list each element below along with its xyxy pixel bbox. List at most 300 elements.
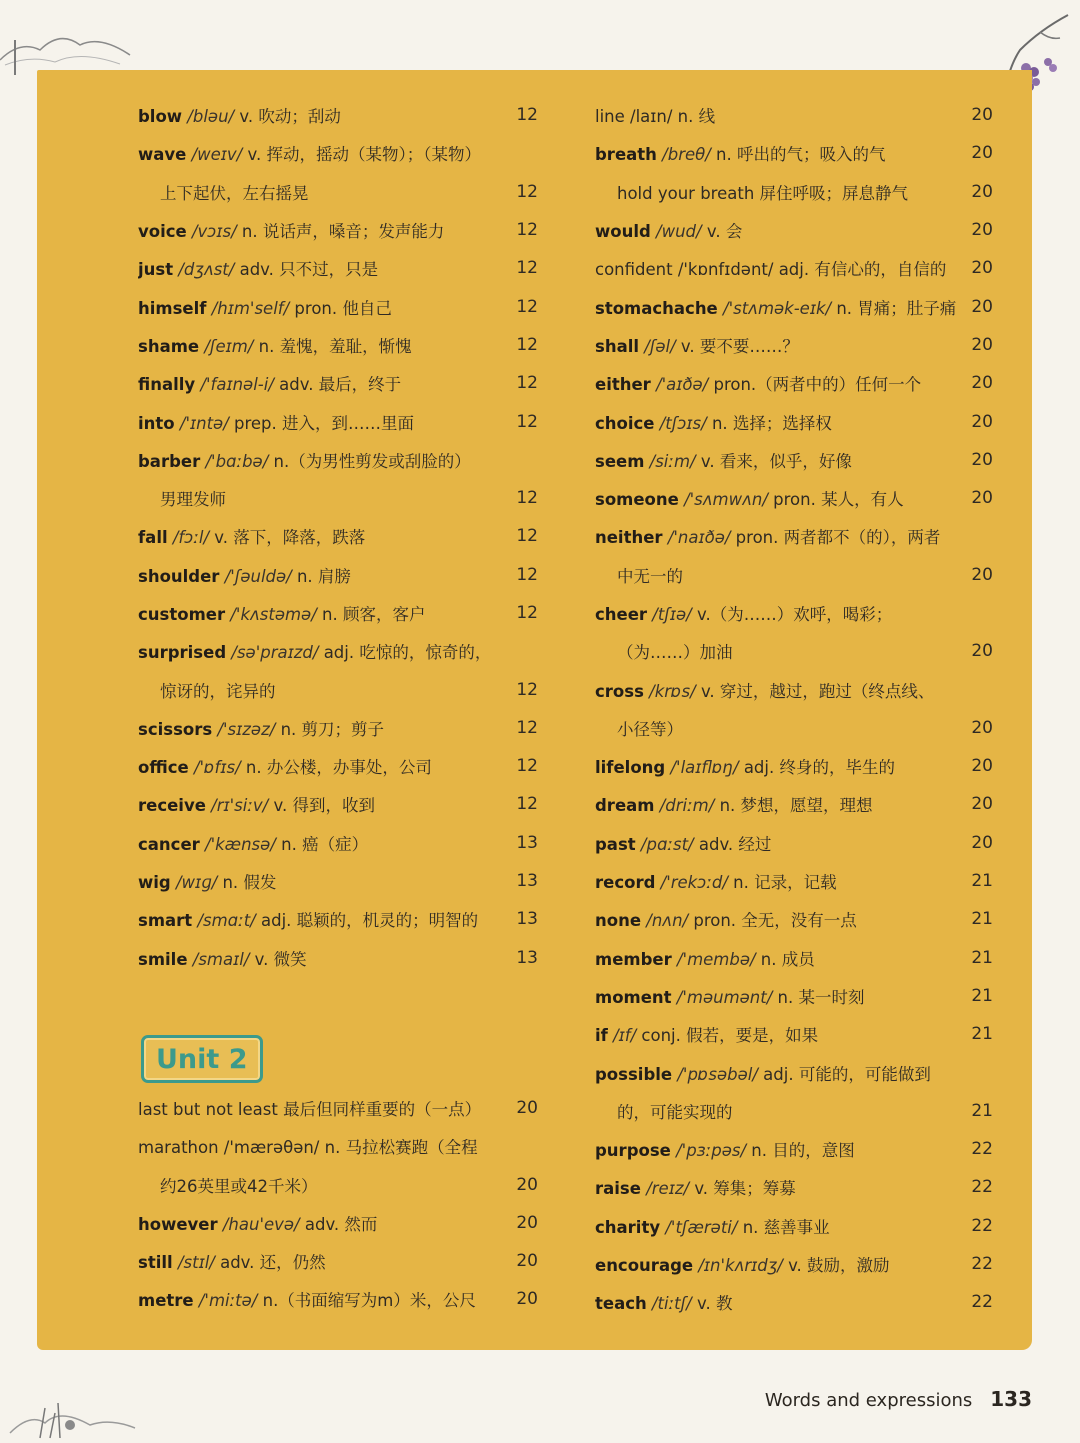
phonetic: /tʃɪə/: [652, 605, 692, 624]
definition: v. 教: [697, 1294, 733, 1314]
page-ref: 20: [971, 641, 993, 662]
phonetic: /'aɪðə/: [656, 375, 709, 395]
entry-text: [595, 984, 963, 1008]
entry-text: [595, 410, 963, 434]
vocab-entry: [595, 1283, 993, 1321]
vocab-entry: [595, 556, 993, 594]
headword: just: [138, 260, 174, 280]
phonetic: /siːm/: [649, 451, 696, 471]
definition: conj. 假若，要是，如果: [641, 1026, 819, 1046]
page-ref: 12: [516, 603, 538, 623]
headword: stomachache: [595, 298, 718, 318]
vocab-entry: [138, 747, 538, 785]
headword: raise: [595, 1179, 641, 1199]
entry-text: [595, 792, 963, 816]
page-ref: 20: [971, 756, 993, 777]
phonetic: /'naɪðə/: [667, 528, 731, 548]
definition: n. 胃痛；肚子痛: [836, 298, 957, 318]
definition: v. 挥动，摇动（某物）；（某物）: [247, 145, 481, 165]
definition: n. 呼出的气；吸入的气: [716, 145, 886, 165]
entry-text: [595, 256, 963, 280]
definition: n. 说话声，嗓音；发声能力: [241, 222, 445, 242]
definition: n. 顾客，客户: [322, 605, 426, 624]
phonetic: /smɑːt/: [197, 911, 256, 931]
page-ref: 13: [516, 832, 538, 853]
headword: would: [595, 222, 651, 242]
vocab-entry: [138, 517, 538, 555]
phonetic: /krɒs/: [649, 681, 696, 701]
page-ref: 21: [971, 871, 993, 892]
page-ref: 12: [516, 181, 538, 202]
phonetic: /rɪ'siːv/: [211, 796, 269, 816]
entry-text: 上下起伏，左右摇晃: [160, 183, 309, 203]
vocab-entry: [595, 249, 993, 287]
phonetic: /'laɪflɒŋ/: [670, 758, 739, 778]
phonetic: /reɪz/: [646, 1179, 690, 1199]
page-ref: 20: [971, 449, 993, 470]
headword: metre: [138, 1291, 194, 1311]
definition: n. 肩膀: [296, 566, 351, 586]
left-column: [138, 96, 538, 1319]
vocab-entry: [595, 824, 993, 862]
phonetic: /stɪl/: [177, 1253, 215, 1273]
headword: someone: [595, 490, 679, 510]
vocab-entry: [138, 939, 538, 977]
entry-text: [138, 639, 504, 663]
phonetic: /hau'evə/: [222, 1214, 300, 1234]
entry-text: [595, 333, 963, 357]
vocab-entry: [138, 402, 538, 440]
entry-text: [138, 754, 504, 778]
vocab-entry: [595, 1245, 993, 1283]
entry-text: [595, 1252, 963, 1276]
vocab-entry: [595, 1168, 993, 1206]
page-footer: [765, 1387, 1032, 1411]
phonetic: /smaɪl/: [192, 949, 250, 969]
definition: v. 会: [706, 222, 743, 242]
headword: wig: [138, 873, 171, 893]
headword: shoulder: [138, 566, 220, 586]
entry-text: [138, 218, 504, 242]
headword: teach: [595, 1294, 647, 1314]
entry-text: [138, 563, 504, 587]
phonetic: /sə'praɪzd/: [231, 643, 319, 663]
phonetic: /'ɒfɪs/: [193, 758, 241, 778]
phonetic: /'miːtə/: [198, 1291, 258, 1311]
page-ref: 20: [971, 488, 993, 509]
page-ref: 12: [516, 373, 538, 394]
entry-text: [595, 1175, 963, 1199]
page-ref: 21: [971, 985, 993, 1006]
entry-text: [595, 295, 963, 319]
footer-title: Words and expressions: [764, 1390, 973, 1411]
headword: voice: [138, 222, 187, 242]
definition: n. 记录，记载: [733, 873, 837, 893]
headword: seem: [595, 451, 645, 471]
phonetic: /wɪɡ/: [175, 873, 218, 893]
headword: still: [138, 1253, 173, 1273]
page-ref: 20: [971, 334, 993, 355]
right-column: [595, 96, 993, 1322]
phonetic: /pɑːst/: [640, 834, 694, 854]
definition: n. 剪刀；剪子: [280, 719, 385, 739]
page-number: 133: [990, 1387, 1032, 1411]
entry-text: [138, 1096, 504, 1120]
vocab-entry: [595, 1092, 993, 1130]
headword: if: [595, 1026, 608, 1046]
definition: adj. 聪颖的，机灵的；明智的: [260, 911, 479, 931]
vocab-entry: [138, 1127, 538, 1165]
entry-text: [138, 1249, 504, 1273]
headword: moment: [595, 987, 672, 1007]
entry-text: [595, 907, 963, 931]
headword: neither: [595, 528, 663, 548]
entry-text: [595, 601, 963, 625]
definition: confident /'kɒnfɪdənt/ adj. 有信心的，自信的: [595, 260, 947, 280]
vocab-entry: [595, 785, 993, 823]
vocab-entry: [595, 747, 993, 785]
definition: n. 慈善事业: [742, 1217, 830, 1237]
entry-text: [138, 333, 504, 357]
phonetic: /'membə/: [676, 949, 756, 969]
entry-text: [595, 371, 963, 395]
vocab-entry: [595, 326, 993, 364]
vocab-entry: [138, 862, 538, 900]
phonetic: /weɪv/: [191, 145, 243, 165]
phonetic: /'sɪzəz/: [217, 719, 276, 739]
phonetic: /ɪf/: [613, 1026, 637, 1046]
definition: pron.（两者中的）任何一个: [713, 375, 922, 395]
headword: finally: [138, 375, 196, 395]
page-ref: 12: [516, 756, 538, 777]
page-ref: 22: [971, 1254, 993, 1275]
definition: v. 穿过，越过，跑过（终点线、: [700, 681, 935, 701]
phonetic: /ɪn'kʌrɪdʒ/: [698, 1256, 783, 1276]
headword: encourage: [595, 1256, 694, 1276]
page-ref: 12: [516, 411, 538, 432]
vocab-entry: [595, 709, 993, 747]
definition: n. 选择；选择权: [711, 413, 832, 433]
vocab-entry: [595, 1207, 993, 1245]
page-ref: 20: [971, 143, 993, 164]
page-ref: 20: [971, 296, 993, 317]
phonetic: /'kænsə/: [205, 834, 276, 854]
headword: none: [595, 911, 642, 931]
vocab-entry: [138, 211, 538, 249]
vocab-entry: [595, 134, 993, 172]
vocab-entry: [138, 134, 538, 172]
definition: adv. 还，仍然: [220, 1253, 326, 1273]
definition: pron. 某人，有人: [773, 490, 904, 510]
headword: receive: [138, 796, 206, 816]
page-ref: 13: [516, 871, 538, 892]
page-ref: 12: [516, 220, 538, 241]
entry-text: [138, 448, 504, 472]
headword: blow: [138, 107, 183, 127]
definition: pron. 全无，没有一点: [693, 911, 857, 931]
vocab-entry: [595, 977, 993, 1015]
entry-text: [138, 601, 504, 625]
vocab-entry: [138, 249, 538, 287]
page-ref: 20: [516, 1174, 538, 1195]
definition: n. 成员: [760, 949, 815, 969]
phonetic: /'tʃærəti/: [665, 1217, 738, 1237]
page-ref: 21: [971, 1024, 993, 1045]
page-ref: 20: [516, 1251, 538, 1272]
entry-text: 男理发师: [160, 490, 226, 510]
entry-text: [595, 524, 963, 548]
phonetic: /'faɪnəl-i/: [200, 375, 274, 395]
vocab-entry: [138, 709, 538, 747]
page-ref: 22: [971, 1215, 993, 1236]
vocab-entry: [595, 402, 993, 440]
entry-text: [595, 678, 963, 702]
entry-text: [595, 1061, 963, 1085]
entry-text: [138, 792, 504, 816]
definition: v. 落下，降落，跌落: [214, 528, 366, 548]
entry-text: [595, 1022, 963, 1046]
vocab-entry: [138, 1089, 538, 1127]
entry-text: [595, 946, 963, 970]
page-ref: 12: [516, 488, 538, 509]
entry-text: [138, 831, 504, 855]
vocab-entry: [138, 670, 538, 708]
phonetic: /fɔːl/: [172, 528, 210, 548]
entry-text: [138, 1134, 504, 1158]
phonetic: /hɪm'self/: [211, 298, 290, 318]
headword: surprised: [138, 643, 227, 663]
vocab-entry: [138, 1280, 538, 1318]
unit-heading: Unit 2: [141, 1035, 263, 1083]
vocab-entry: [595, 96, 993, 134]
vocab-entry: [595, 211, 993, 249]
entry-text: [595, 869, 963, 893]
page-ref: 21: [971, 947, 993, 968]
headword: fall: [138, 528, 168, 548]
definition: v. 吹动；刮动: [239, 107, 341, 127]
headword: customer: [138, 605, 226, 624]
entry-text: [595, 218, 963, 242]
headword: cross: [595, 681, 644, 701]
headword: possible: [595, 1064, 673, 1084]
entry-text: [138, 1211, 504, 1235]
phonetic: /bləu/: [187, 107, 235, 127]
vocab-entry: [138, 96, 538, 134]
headword: cancer: [138, 834, 200, 854]
page-ref: 12: [516, 258, 538, 279]
definition: n. 目的，意图: [751, 1141, 855, 1161]
entry-text: [595, 103, 963, 127]
vocab-entry: [595, 1130, 993, 1168]
page-ref: 20: [971, 181, 993, 202]
definition: v. 看来，似乎，好像: [700, 451, 852, 471]
page-ref: 12: [516, 794, 538, 815]
entry-text: [138, 1287, 504, 1311]
entry-text: 小径等）: [617, 719, 683, 739]
vocab-entry: [138, 594, 538, 632]
entry-text: [138, 869, 504, 893]
entry-text: [595, 141, 963, 165]
entry-text: [595, 1137, 963, 1161]
page-ref: 20: [971, 373, 993, 394]
entry-text: [138, 141, 504, 165]
vocab-entry: [138, 1165, 538, 1203]
definition: n. 假发: [222, 873, 277, 893]
definition: n. 癌（症）: [281, 834, 369, 854]
page-ref: 20: [971, 564, 993, 585]
phonetic: /breθ/: [662, 145, 711, 165]
definition: n.（为男性剪发或刮脸的）: [273, 451, 471, 471]
page-ref: 21: [971, 1100, 993, 1121]
definition: adv. 只不过，只是: [239, 260, 379, 280]
definition: line /laɪn/ n. 线: [595, 107, 716, 127]
vocab-entry: [138, 287, 538, 325]
vocab-entry: [138, 1242, 538, 1280]
vocab-entry: [138, 1204, 538, 1242]
entry-text: [595, 448, 963, 472]
definition: adj. 终身的，毕生的: [743, 758, 895, 778]
headword: himself: [138, 298, 207, 318]
entry-text: [138, 524, 504, 548]
entry-text: [138, 103, 504, 127]
phonetic: /'pɒsəbəl/: [677, 1064, 758, 1084]
phonetic: /'məumənt/: [676, 987, 773, 1007]
definition: n. 羞愧，羞耻，惭愧: [258, 336, 412, 356]
section-gap: [138, 977, 538, 1035]
headword: lifelong: [595, 758, 666, 778]
page-ref: 12: [516, 526, 538, 547]
definition: v.（为……）欢呼，喝彩；: [696, 605, 893, 624]
entry-text: [595, 1214, 963, 1238]
headword: smile: [138, 949, 188, 969]
vocab-entry: [595, 441, 993, 479]
vocab-entry: [138, 785, 538, 823]
phonetic: /'ʃəuldə/: [224, 566, 292, 586]
vocab-entry: [138, 326, 538, 364]
page-ref: 12: [516, 564, 538, 585]
definition: v. 鼓励，激励: [788, 1256, 890, 1276]
vocab-entry: [595, 364, 993, 402]
definition: adj. 可能的，可能做到: [763, 1064, 931, 1084]
definition: n. 梦想，愿望，理想: [719, 796, 873, 816]
vocab-entry: [138, 632, 538, 670]
entry-text: [138, 256, 504, 280]
definition: adv. 经过: [698, 834, 772, 854]
vocab-entry: [595, 517, 993, 555]
phonetic: /tʃɔɪs/: [659, 413, 707, 433]
headword: wave: [138, 145, 187, 165]
definition: adv. 最后，终于: [279, 375, 402, 395]
entry-text: [138, 946, 504, 970]
page-ref: 20: [971, 220, 993, 241]
page-ref: 13: [516, 909, 538, 930]
page-ref: 21: [971, 909, 993, 930]
entry-text: [138, 410, 504, 434]
entry-text: 中无一的: [617, 566, 683, 586]
vocab-entry: [595, 900, 993, 938]
headword: smart: [138, 911, 193, 931]
vocab-entry: [595, 1053, 993, 1091]
vocab-entry: [595, 173, 993, 211]
definition: n. 某一时刻: [777, 987, 865, 1007]
page-ref: 20: [971, 832, 993, 853]
definition: pron. 两者都不（的），两者: [735, 528, 941, 548]
vocab-entry: [595, 594, 993, 632]
vocab-entry: [595, 862, 993, 900]
phonetic: /'ɪntə/: [179, 413, 229, 433]
page-ref: 20: [516, 1097, 538, 1118]
phonetic: /driːm/: [659, 796, 715, 816]
phonetic: /vɔɪs/: [191, 222, 237, 242]
headword: either: [595, 375, 651, 395]
headword: into: [138, 413, 175, 433]
headword: member: [595, 949, 672, 969]
headword: purpose: [595, 1141, 671, 1161]
phonetic: /'kʌstəmə/: [230, 605, 317, 624]
headword: charity: [595, 1217, 661, 1237]
entry-text: [138, 716, 504, 740]
definition: v. 要不要……？: [680, 336, 799, 356]
page-ref: 20: [516, 1212, 538, 1233]
definition: n.（书面缩写为m）米，公尺: [262, 1291, 476, 1311]
phonetic: /'sʌmwʌn/: [684, 490, 768, 510]
phonetic: /wud/: [656, 222, 702, 242]
phonetic: /'rekɔːd/: [660, 873, 728, 893]
headword: dream: [595, 796, 655, 816]
headword: office: [138, 758, 189, 778]
entry-text: [595, 754, 963, 778]
vocab-entry: [595, 632, 993, 670]
headword: cheer: [595, 605, 648, 624]
definition: prep. 进入，到……里面: [234, 413, 415, 433]
definition: v. 微笑: [254, 949, 307, 969]
headword: record: [595, 873, 656, 893]
page-ref: 12: [516, 105, 538, 126]
definition: adv. 然而: [304, 1214, 378, 1234]
phonetic: /'stʌmək-eɪk/: [723, 298, 832, 318]
entry-text: [138, 295, 504, 319]
entry-text: [595, 831, 963, 855]
page-ref: 12: [516, 296, 538, 317]
entry-text: [595, 486, 963, 510]
page-ref: 12: [516, 717, 538, 738]
vocab-entry: [595, 287, 993, 325]
entry-text: 的，可能实现的: [617, 1102, 733, 1122]
definition: v. 筹集；筹募: [694, 1179, 796, 1199]
vocab-entry: [595, 670, 993, 708]
definition: n. 办公楼，办事处，公司: [245, 758, 432, 778]
headword: past: [595, 834, 636, 854]
vocab-entry: [138, 479, 538, 517]
page-ref: 20: [971, 411, 993, 432]
entry-text: 惊讶的，诧异的: [160, 681, 276, 701]
entry-text: [138, 907, 504, 931]
entry-text: 约26英里或42千米）: [160, 1176, 318, 1196]
page-ref: 12: [516, 679, 538, 700]
page-ref: 20: [971, 258, 993, 279]
entry-text: [595, 1290, 963, 1314]
definition: marathon /'mærəθən/ n. 马拉松赛跑（全程: [138, 1138, 478, 1158]
definition: adj. 吃惊的，惊奇的，: [323, 643, 492, 663]
definition: v. 得到，收到: [273, 796, 375, 816]
definition: last but not least 最后但同样重要的（一点）: [138, 1099, 482, 1119]
vocab-entry: [138, 556, 538, 594]
page-ref: 13: [516, 947, 538, 968]
headword: however: [138, 1214, 218, 1234]
headword: breath: [595, 145, 657, 165]
page-ref: 12: [516, 334, 538, 355]
phonetic: /ʃəl/: [644, 336, 676, 356]
